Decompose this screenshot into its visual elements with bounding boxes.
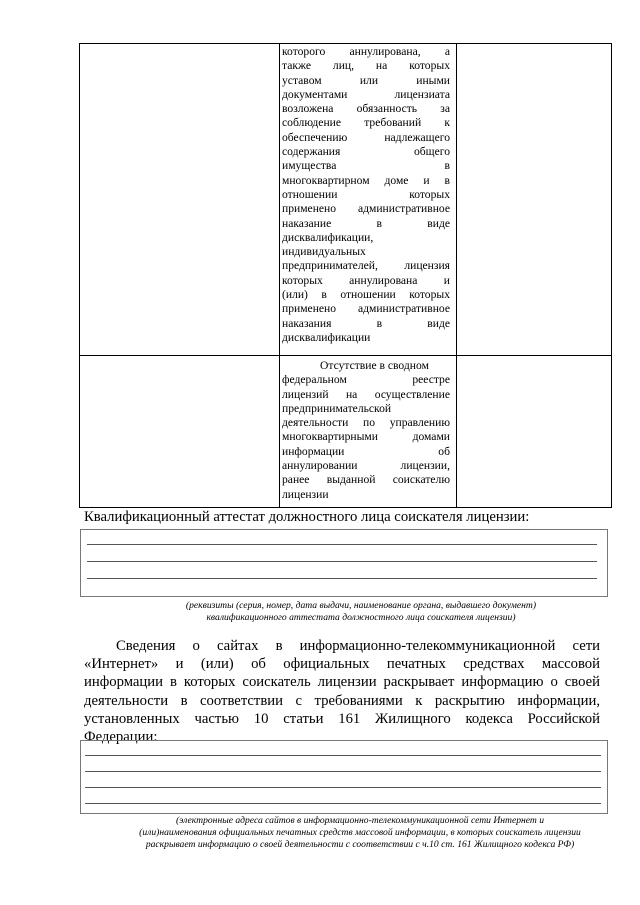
cell-line: дисквалификации, (282, 230, 374, 244)
websites-fill-line[interactable] (85, 755, 601, 756)
cell-line: информации об (282, 444, 450, 458)
requirements-table (79, 43, 612, 508)
cell-line: (или) в отношении которых (282, 288, 450, 302)
table-cell-registry-absence (282, 359, 450, 502)
caption-line: (реквизиты (серия, номер, дата выдачи, наименование органа, выдавшего документ) (185, 600, 537, 611)
attestat-fill-line[interactable] (87, 561, 597, 562)
attestat-fill-line[interactable] (87, 578, 597, 579)
cell-line: предпринимателей, лицензия (282, 259, 450, 273)
attestat-fill-line[interactable] (87, 544, 597, 545)
cell-line: дисквалификации (282, 330, 371, 344)
cell-line: аннулировании лицензии, (282, 459, 450, 473)
websites-fill-line[interactable] (85, 771, 601, 772)
cell-line: возложена обязанность за (282, 102, 450, 116)
cell-line: Отсутствие в сводном (320, 359, 429, 372)
cell-line: применено административное (282, 202, 450, 216)
cell-line: обеспечению надлежащего (282, 130, 450, 144)
websites-caption (0, 815, 640, 851)
table-column-divider (456, 44, 457, 507)
cell-line: наказания в виде (282, 316, 450, 330)
websites-fill-line[interactable] (85, 787, 601, 788)
attestat-field-box[interactable] (80, 529, 608, 597)
websites-fill-line[interactable] (85, 803, 601, 804)
attestat-caption (0, 600, 640, 624)
caption-line: (или)наименования официальных печатных средств массовой информации, в которых соискатель лицензии (139, 827, 581, 838)
cell-line: лицензий на осуществление (282, 387, 450, 401)
cell-line: также лиц, на которых (282, 59, 450, 73)
cell-line: наказание в виде (282, 216, 450, 230)
cell-line: уставом или иными (282, 73, 450, 87)
paragraph-line: информации в которых соискатель лицензии раскрывает информацию о своей (84, 674, 600, 691)
cell-line: применено административное (282, 302, 450, 316)
websites-paragraph (84, 637, 600, 746)
cell-line: имущества в (282, 159, 450, 173)
caption-line: раскрывает информацию о своей деятельности с соответствии с ч.10 ст. 161 Жилищного кодекса РФ) (145, 839, 575, 850)
cell-line: федеральном реестре (282, 373, 450, 387)
cell-line: которых аннулирована и (282, 273, 450, 287)
cell-line: документами лицензиата (282, 87, 450, 101)
cell-line: индивидуальных (282, 245, 366, 259)
paragraph-line: «Интернет» и (или) об официальных печатных средствах массовой (84, 656, 600, 673)
table-cell-annulled-persons (282, 45, 450, 345)
cell-line: содержания общего (282, 145, 450, 159)
cell-line: многоквартирными домами (282, 430, 450, 444)
cell-line: соблюдение требований к (282, 116, 450, 130)
paragraph-line: Федерации: (84, 728, 158, 745)
websites-field-box[interactable] (80, 740, 608, 814)
cell-line: которого аннулирована, а (282, 45, 450, 58)
cell-line: ранее выданной соискателю (282, 473, 450, 487)
cell-line: деятельности по управлению (282, 416, 450, 430)
paragraph-line: Сведения о сайтах в информационно-телекоммуникационной сети (116, 638, 600, 654)
paragraph-line: деятельности в соответствии с требованиями к раскрытию информации, (84, 692, 600, 709)
cell-line: лицензии (282, 487, 329, 501)
cell-line: многоквартирном доме и в (282, 173, 450, 187)
table-row-divider (80, 355, 611, 356)
table-column-divider (279, 44, 280, 507)
cell-line: предпринимательской (282, 401, 392, 415)
attestat-heading: Квалификационный аттестат должностного лица соискателя лицензии: (84, 509, 530, 525)
caption-line: квалификационного аттестата должностного лица соискателя лицензии) (206, 612, 516, 623)
cell-line: отношении которых (282, 187, 450, 201)
caption-line: (электронные адреса сайтов в информационно-телекоммуникационной сети Интернет и (175, 815, 545, 826)
paragraph-line: установленных частью 10 статьи 161 Жилищного кодекса Российской (84, 710, 600, 727)
